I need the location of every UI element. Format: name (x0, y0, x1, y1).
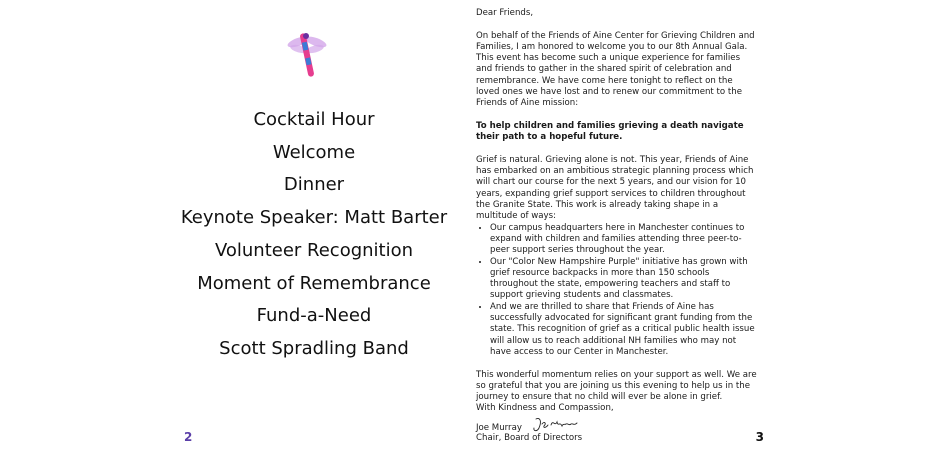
letter-sign-off: With Kindness and Compassion, (476, 403, 614, 414)
welcome-letter (476, 8, 758, 455)
list-item: • Our campus headquarters here in Manchester continues to expand with children and families attending three peer-to-peer support series throughout the year. (490, 223, 758, 257)
program-item: Fund-a-Need (256, 305, 372, 327)
page-number-left: 2 (184, 430, 193, 444)
letter-body: Grief is natural. Grieving alone is not. This year, Friends of Aine has embarked on an ambitious strategic planning process which will chart our course for the next 5 years, and our vision for 10 years, expanding grief support services to children throughout the Granite State. This work is already taking shape in a multitude of ways: (476, 154, 754, 222)
mission-statement: To help children and families grieving a death navigate their path to a hopeful future. (476, 120, 744, 143)
list-item: • And we are thrilled to share that Friends of Aine has successfully advocated for significant grant funding from the state. This recognition of grief as a critical public health issue will allow us to reach additional NH families who may not have access to our Center in Manchester. (490, 302, 758, 358)
program-item: Moment of Remembrance (197, 272, 431, 294)
letter-salutation: Dear Friends, (476, 8, 534, 18)
page-number-right: 3 (755, 430, 764, 444)
dragonfly-icon (282, 30, 332, 80)
program-item: Dinner (283, 174, 345, 196)
letter-closing: This wonderful momentum relies on your support as well. We are so grateful that you are joining us this evening to help us in the journey to ensure that no child will ever be alone in grief. (476, 369, 757, 403)
signature-row (476, 419, 758, 433)
left-page (170, 0, 460, 465)
letter-intro: On behalf of the Friends of Aine Center for Grieving Children and Families, I am honored to welcome you to our 8th Annual Gala. This event has become such a unique experience for families and friends to gather in the shared spirit of celebration and remembrance. We have come here tonight to reflect on the loved ones we have lost and to renew our commitment to the Friends of Aine mission: (476, 30, 755, 109)
program-item: Scott Spradling Band (219, 337, 409, 359)
program-item: Welcome (272, 141, 356, 163)
signer-title: Chair, Board of Directors (476, 432, 583, 443)
program-list (170, 104, 458, 366)
right-page (470, 0, 770, 465)
initiatives-list (476, 223, 758, 359)
program-item: Cocktail Hour (253, 109, 375, 130)
handwritten-signature (530, 415, 582, 435)
program-item: Volunteer Recognition (214, 239, 414, 261)
program-item: Keynote Speaker: Matt Barter (180, 207, 448, 229)
program-spread (170, 0, 770, 465)
signer-name: Joe Murray (476, 422, 522, 433)
list-item: • Our "Color New Hampshire Purple" initiative has grown with grief resource backpacks in more than 150 schools throughout the state, empowering teachers and staff to support grieving students and classmates. (490, 257, 758, 302)
